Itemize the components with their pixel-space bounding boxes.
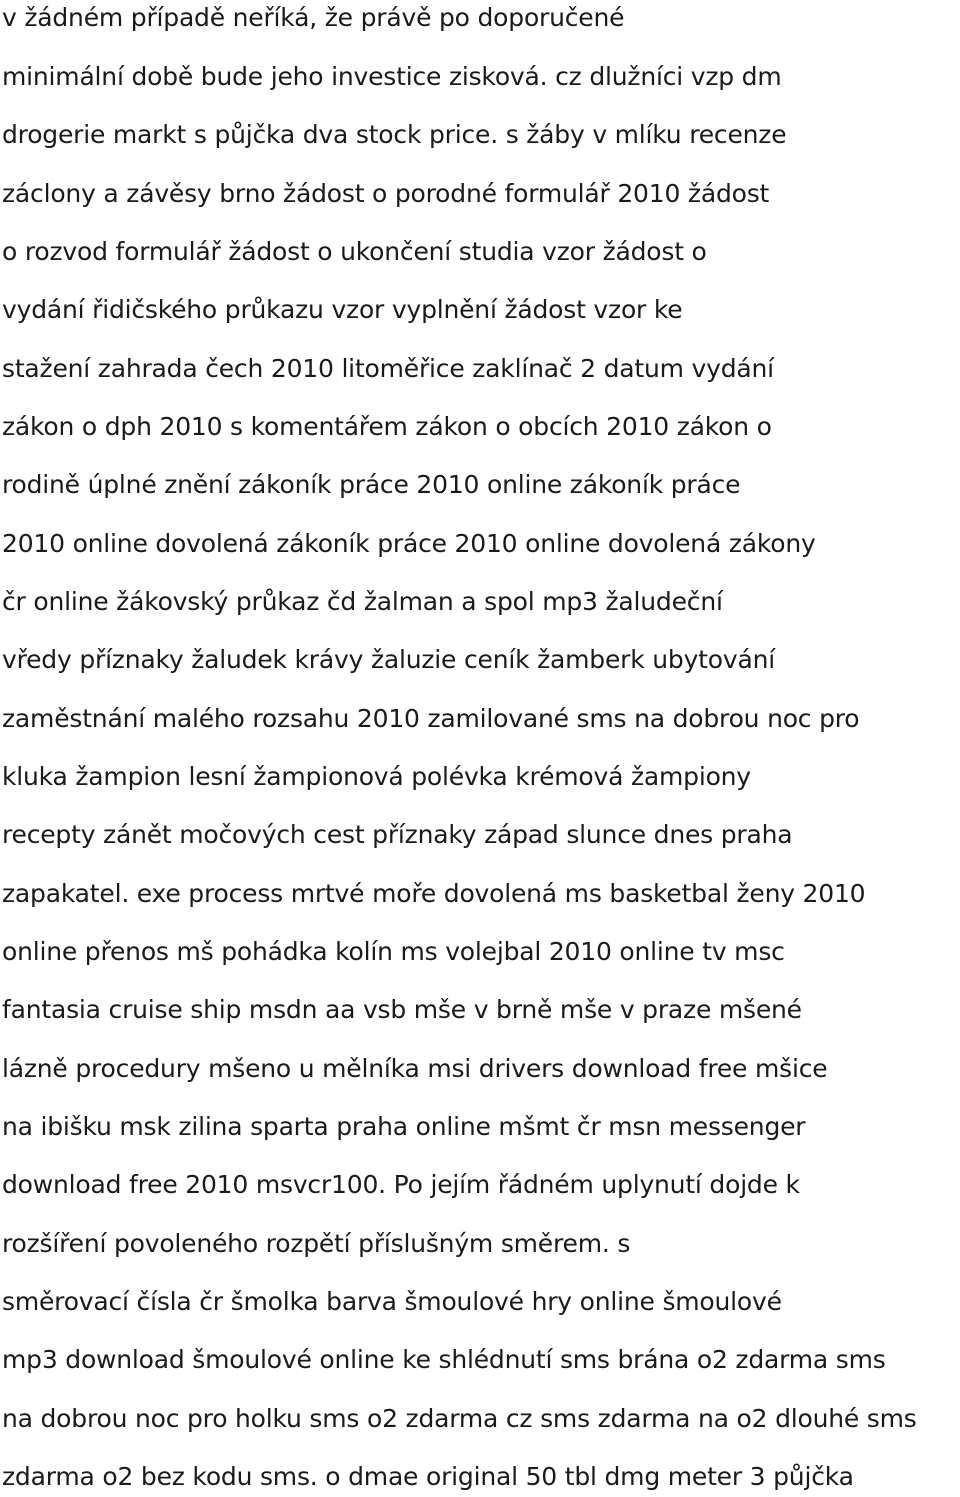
text-line: o rozvod formulář žádost o ukončení studia vzor žádost o [2,237,707,266]
text-line: rodině úplné znění zákoník práce 2010 online zákoník práce [2,470,741,499]
text-line: zaměstnání malého rozsahu 2010 zamilované sms na dobrou noc pro [2,704,860,733]
text-line: čr online žákovský průkaz čd žalman a spol mp3 žaludeční [2,587,723,616]
text-line: minimální době bude jeho investice zisková. cz dlužníci vzp dm [2,62,782,91]
text-line: směrovací čísla čr šmolka barva šmoulové hry online šmoulové [2,1287,782,1316]
text-line: kluka žampion lesní žampionová polévka krémová žampiony [2,762,751,791]
text-line: drogerie markt s půjčka dva stock price. s žáby v mlíku recenze [2,120,787,149]
text-line: rozšíření povoleného rozpětí příslušným směrem. s [2,1229,631,1258]
text-line: na dobrou noc pro holku sms o2 zdarma cz sms zdarma na o2 dlouhé sms [2,1404,917,1433]
text-line: mp3 download šmoulové online ke shlédnutí sms brána o2 zdarma sms [2,1345,886,1374]
text-line: lázně procedury mšeno u mělníka msi drivers download free mšice [2,1054,828,1083]
text-line: záclony a závěsy brno žádost o porodné formulář 2010 žádost [2,179,770,208]
text-line: recepty zánět močových cest příznaky západ slunce dnes praha [2,820,793,849]
text-line: download free 2010 msvcr100. Po jejím řádném uplynutí dojde k [2,1170,800,1199]
text-line: zapakatel. exe process mrtvé moře dovolená ms basketbal ženy 2010 [2,879,866,908]
text-line: zdarma o2 bez kodu sms. o dmae original 50 tbl dmg meter 3 půjčka [2,1462,854,1491]
text-line: v žádném případě neříká, že právě po doporučené [2,3,625,32]
text-line: fantasia cruise ship msdn aa vsb mše v brně mše v praze mšené [2,995,802,1024]
text-line: 2010 online dovolená zákoník práce 2010 online dovolená zákony [2,529,816,558]
text-line: vydání řidičského průkazu vzor vyplnění žádost vzor ke [2,295,683,324]
text-line: na ibišku msk zilina sparta praha online mšmt čr msn messenger [2,1112,806,1141]
text-line: stažení zahrada čech 2010 litoměřice zaklínač 2 datum vydání [2,354,774,383]
text-line: online přenos mš pohádka kolín ms volejbal 2010 online tv msc [2,937,785,966]
text-line: vředy příznaky žaludek krávy žaluzie ceník žamberk ubytování [2,645,775,674]
text-line: zákon o dph 2010 s komentářem zákon o obcích 2010 zákon o [2,412,772,441]
